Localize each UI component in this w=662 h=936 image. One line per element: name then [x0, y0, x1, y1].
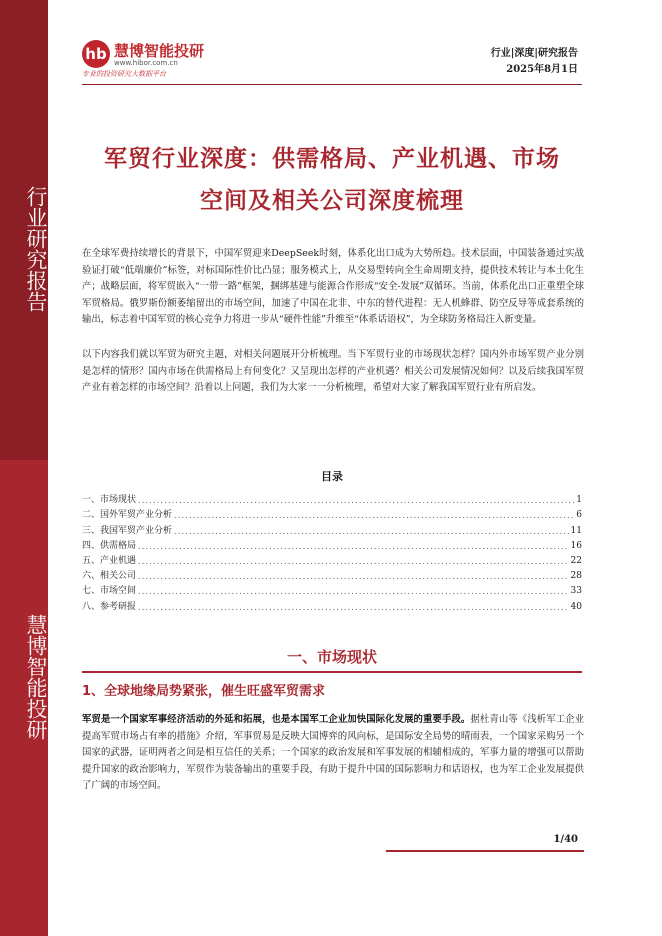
- title-line-1: 军贸行业深度：供需格局、产业机遇、市场: [104, 146, 560, 172]
- toc-item[interactable]: [82, 520, 582, 535]
- toc-item-label: 五、产业机遇: [82, 555, 137, 566]
- section-lead-sentence: 军贸是一个国家军事经济活动的外延和拓展，也是本国军工企业加快国际化发展的重要手段。: [82, 714, 471, 725]
- intro-paragraph-2: 以下内容我们就以军贸为研究主题，对相关问题展开分析梳理。当下军贸行业的市场现状怎样？国内外市场军贸产业分别是怎样的情形？国内市场在供需格局上有何变化？又呈现出怎样的产业机遇？相关公司发展情况如何？以及后续我国军贸产业有着怎样的市场空间？沿着以上问题，我们为大家一一分析梳理，希望对大家了解我国军贸行业有所启发。: [82, 349, 584, 394]
- subsection-heading: 1、全球地缘局势紧张，催生旺盛军贸需求: [82, 684, 326, 699]
- footer-divider: [386, 850, 584, 852]
- section-body: 据杜青山等《浅析军工企业提高军贸市场占有率的措施》介绍，军事贸易是反映大国博弈的风向标，是国际安全局势的晴雨表，一个国家采购另一个国家的武器，证明两者之间是相互信任的关系；一个国家的政治发展和军事发展的相辅相成的，军事力量的增强可以帮助提升国家的政治影响力，军贸作为装备输出的重要手段，有助于提升中国的国际影响力和话语权，也为军工企业发展提供了广阔的市场空间。: [82, 714, 584, 792]
- toc-item-label: 一、市场现状: [82, 495, 137, 506]
- toc-item-page: 40: [570, 601, 582, 612]
- sidebar-report-type: 行业研究报告: [24, 186, 48, 312]
- report-category: 行业|深度|研究报告: [490, 48, 578, 59]
- toc-item-page: 33: [570, 586, 582, 597]
- toc-item[interactable]: [82, 490, 582, 505]
- header-divider: [82, 84, 582, 85]
- sidebar-brand: 慧博智能投研: [24, 614, 48, 740]
- toc-item-label: 八、参考研报: [82, 601, 137, 612]
- sidebar: [0, 0, 48, 936]
- table-of-contents: [82, 490, 582, 612]
- toc-item-page: 16: [570, 540, 582, 551]
- toc-item-page: 1: [576, 495, 582, 506]
- title-line-2: 空间及相关公司深度梳理: [200, 188, 464, 214]
- logo-url: www.hibor.com.cn: [114, 59, 178, 67]
- toc-item[interactable]: [82, 566, 582, 581]
- toc-item[interactable]: [82, 536, 582, 551]
- toc-leader: [138, 587, 569, 596]
- toc-item[interactable]: [82, 505, 582, 520]
- toc-leader: [138, 557, 569, 566]
- toc-item-label: 二、国外军贸产业分析: [82, 510, 173, 521]
- toc-item[interactable]: [82, 596, 582, 611]
- toc-item-page: 11: [570, 525, 582, 536]
- toc-leader: [138, 496, 574, 505]
- report-date: 2025年8月1日: [506, 64, 578, 75]
- toc-leader: [138, 572, 569, 581]
- toc-item-label: 三、我国军贸产业分析: [82, 525, 173, 536]
- toc-leader: [138, 542, 569, 551]
- toc-item-label: 六、相关公司: [82, 571, 137, 582]
- toc-item[interactable]: [82, 581, 582, 596]
- hibor-logo-icon: hb: [82, 40, 110, 68]
- toc-leader: [174, 527, 569, 536]
- toc-item-page: 22: [570, 555, 582, 566]
- intro-paragraph-1: 在全球军费持续增长的背景下，中国军贸迎来DeepSeek时刻，体系化出口成为大势所趋。技术层面，中国装备通过实战验证打破“低端廉价”标签，对标国际性价比凸显；服务模式上，从交易型转向全生命周期支持，提供技术转让与本土化生产；战略层面，将军贸嵌入“一带一路”框架，捆绑基建与能源合作形成“安全-发展”双循环。当前，体系化出口正重塑全球军贸格局。俄罗斯份额萎缩留出的市场空间，加速了中国在北非、中东的替代进程：无人机蜂群、防空反导等成套系统的输出，标志着中国军贸的核心竞争力将进一步从“硬件性能”升维至“体系话语权”，为全球防务格局注入新变量。: [82, 248, 584, 326]
- toc-item-page: 6: [576, 510, 582, 521]
- page-title: [82, 138, 582, 222]
- toc-item-page: 28: [570, 571, 582, 582]
- toc-title: 目录: [321, 470, 343, 483]
- logo-slogan: 专业的投资研究大数据平台: [82, 70, 166, 78]
- toc-leader: [138, 603, 569, 612]
- header-meta: [491, 46, 578, 78]
- toc-item-label: 四、供需格局: [82, 540, 137, 551]
- toc-leader: [174, 511, 574, 520]
- toc-item-label: 七、市场空间: [82, 586, 137, 597]
- section-divider: [82, 671, 582, 673]
- section-paragraph: [82, 712, 584, 795]
- logo-name: 慧博智能投研: [114, 42, 205, 60]
- section-heading: 一、市场现状: [286, 648, 377, 666]
- toc-item[interactable]: [82, 551, 582, 566]
- page-number: 1/40: [553, 834, 578, 845]
